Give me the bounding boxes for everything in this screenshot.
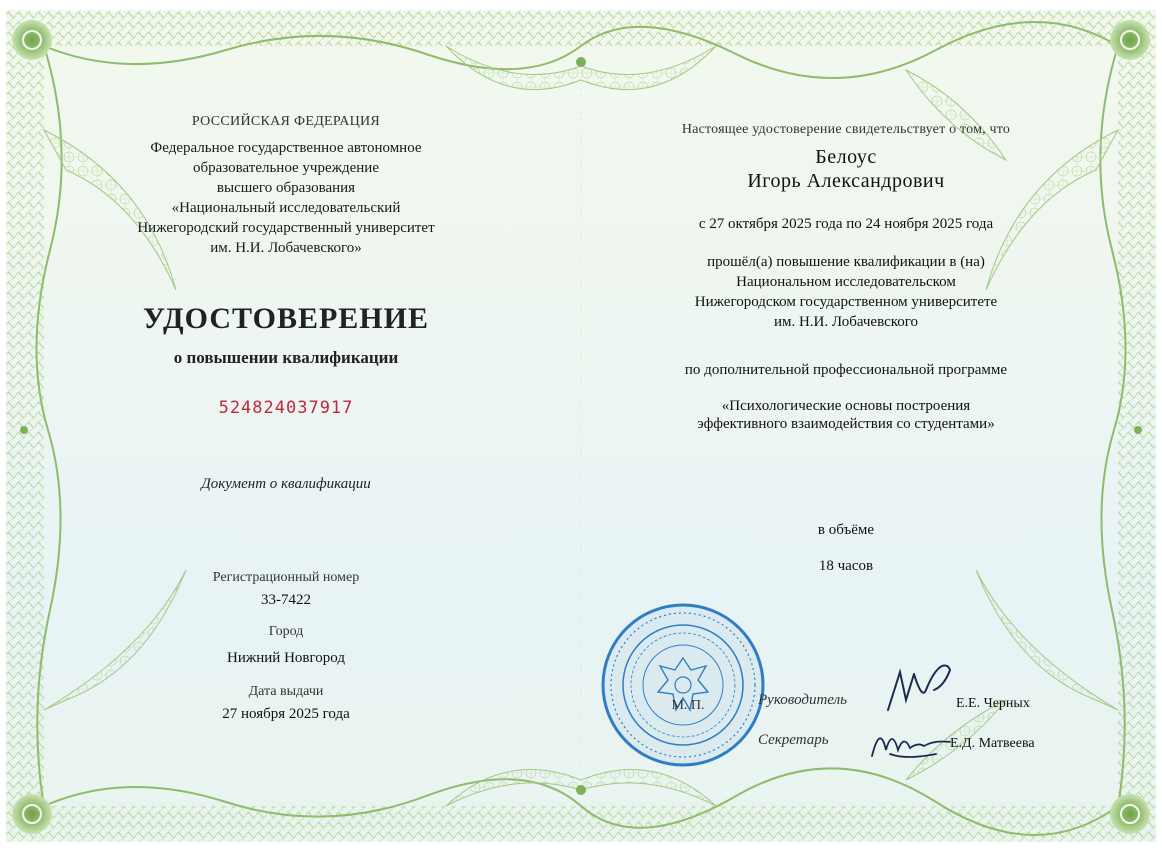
document-title: УДОСТОВЕРЕНИЕ [143,302,429,335]
head-name: Е.Е. Черных [956,696,1030,711]
volume-value: 18 часов [818,558,874,574]
holder-surname: Белоус [815,146,877,168]
stamp-place-mark: М. П. [671,698,705,713]
document-subtitle: о повышении квалификации [173,348,399,367]
institution-line: Национальном исследовательском [736,274,956,290]
head-handwritten-signature [878,660,958,720]
training-period: с 27 октября 2025 года по 24 ноября 2025 года [698,216,994,232]
document-type: Документ о квалификации [201,476,371,492]
issue-date-value: 27 ноября 2025 года [222,706,350,722]
org-line: образовательное учреждение [192,160,379,176]
holder-given-names: Игорь Александрович [747,170,945,192]
intro-line: Настоящее удостоверение свидетельствует о том, что [681,122,1011,137]
institution-line: им. Н.И. Лобачевского [773,314,919,330]
certificate-paper [6,10,1156,842]
program-label: по дополнительной профессиональной программе [684,362,1008,378]
volume-label: в объёме [817,522,875,538]
registration-number-value: 33-7422 [261,592,311,608]
org-line: им. Н.И. Лобачевского» [210,240,362,256]
org-line: Федеральное государственное автономное [150,140,422,156]
issue-date-label: Дата выдачи [248,684,324,699]
corner-rosette-top-left [12,20,52,60]
program-title-line: эффективного взаимодействия со студентами» [697,416,995,432]
org-line: Нижегородский государственный университет [137,220,435,236]
program-title-line: «Психологические основы построения [721,398,971,414]
registration-number-label: Регистрационный номер [212,570,360,585]
city-value: Нижний Новгород [227,650,345,666]
country-heading: РОССИЙСКАЯ ФЕДЕРАЦИЯ [191,114,381,129]
org-line: «Национальный исследовательский [171,200,401,216]
serial-number: 524824037917 [218,398,354,418]
institution-line: прошёл(а) повышение квалификации в (на) [707,254,985,270]
secretary-handwritten-signature [866,720,956,764]
official-seal-stamp [598,600,768,770]
city-label: Город [268,624,304,639]
org-line: высшего образования [216,180,356,196]
institution-line: Нижегородском государственном университете [694,294,998,310]
secretary-signature-label: Секретарь [758,732,829,748]
head-signature-label: Руководитель [758,692,847,708]
secretary-name: Е.Д. Матвеева [950,736,1035,751]
